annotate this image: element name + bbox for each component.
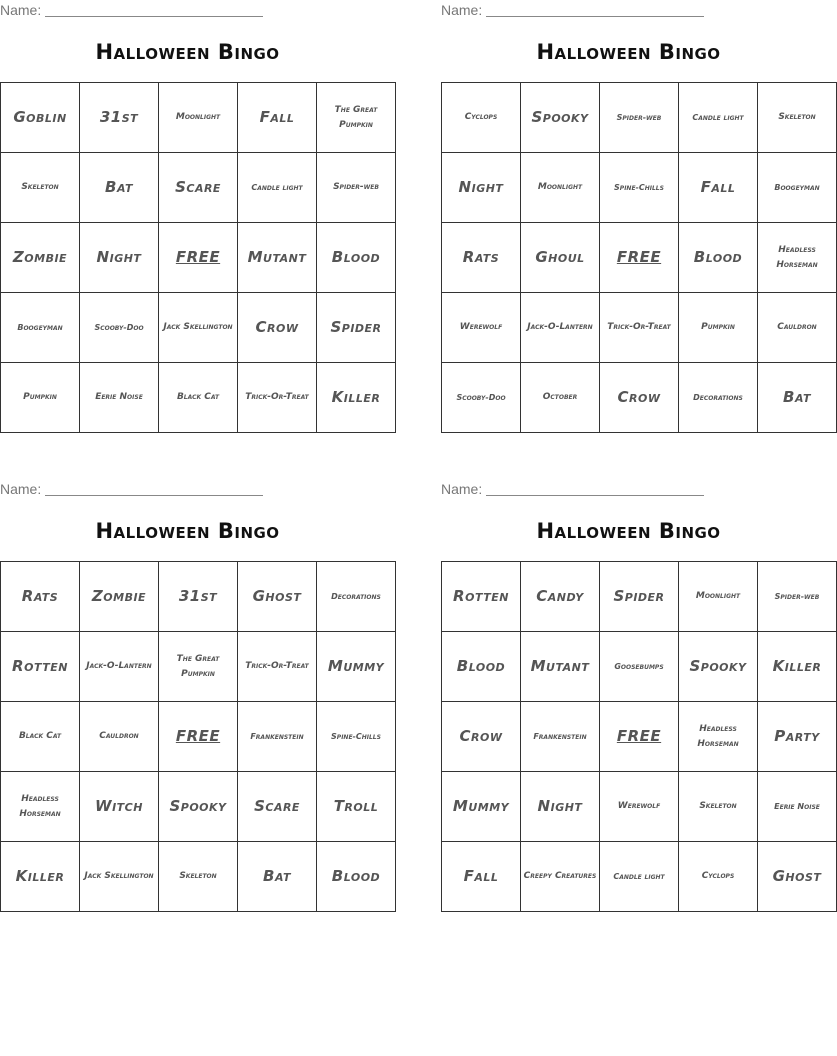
- name-underline: [486, 483, 704, 496]
- bingo-cell: Spider: [317, 293, 396, 363]
- bingo-cell: Pumpkin: [679, 293, 758, 363]
- bingo-card-1: [0, 0, 382, 440]
- bingo-cell: 31st: [80, 83, 159, 153]
- bingo-cell: Killer: [1, 842, 80, 912]
- bingo-cell: Scare: [238, 772, 317, 842]
- bingo-cell: Skeleton: [758, 83, 837, 153]
- bingo-cell: Frankenstein: [238, 702, 317, 772]
- bingo-cell: Mutant: [521, 632, 600, 702]
- bingo-cell: Rotten: [442, 562, 521, 632]
- bingo-cell: Crow: [442, 702, 521, 772]
- name-field: [441, 481, 704, 497]
- bingo-cell: Goosebumps: [600, 632, 679, 702]
- bingo-cell: Cauldron: [80, 702, 159, 772]
- bingo-grid: [441, 82, 837, 433]
- bingo-cell: Frankenstein: [521, 702, 600, 772]
- bingo-cell: Candle light: [600, 842, 679, 912]
- grid-row: [442, 562, 837, 632]
- bingo-cell: Jack Skellington: [159, 293, 238, 363]
- bingo-cell: Decorations: [679, 363, 758, 433]
- grid-row: [1, 632, 396, 702]
- bingo-cell: Cyclops: [442, 83, 521, 153]
- bingo-cell: Spooky: [159, 772, 238, 842]
- bingo-cell: Rats: [442, 223, 521, 293]
- bingo-cell: Decorations: [317, 562, 396, 632]
- bingo-cell: Scooby-Doo: [80, 293, 159, 363]
- grid-row: [442, 842, 837, 912]
- free-cell: FREE: [159, 702, 238, 772]
- bingo-cell: Fall: [442, 842, 521, 912]
- bingo-cell: Skeleton: [1, 153, 80, 223]
- bingo-cell: Trick-Or-Treat: [238, 632, 317, 702]
- bingo-cell: Boogeyman: [758, 153, 837, 223]
- grid-row: [1, 772, 396, 842]
- card-title: Halloween Bingo: [536, 519, 721, 543]
- bingo-cell: Mutant: [238, 223, 317, 293]
- grid-row: [1, 153, 396, 223]
- bingo-cell: Black Cat: [159, 363, 238, 433]
- grid-row: [442, 632, 837, 702]
- bingo-cell: Crow: [238, 293, 317, 363]
- bingo-cell: Mummy: [442, 772, 521, 842]
- bingo-cell: Pumpkin: [1, 363, 80, 433]
- bingo-cell: Blood: [679, 223, 758, 293]
- grid-row: [1, 293, 396, 363]
- card-title: Halloween Bingo: [95, 40, 280, 64]
- grid-row: [1, 562, 396, 632]
- bingo-cell: Killer: [317, 363, 396, 433]
- bingo-cell: Bat: [238, 842, 317, 912]
- bingo-cell: Ghost: [238, 562, 317, 632]
- bingo-cell: Candle light: [679, 83, 758, 153]
- bingo-cell: Black Cat: [1, 702, 80, 772]
- bingo-cell: Headless Horseman: [1, 772, 80, 842]
- grid-row: [442, 293, 837, 363]
- bingo-cell: Candle light: [238, 153, 317, 223]
- bingo-cell: The Great Pumpkin: [159, 632, 238, 702]
- bingo-cell: Skeleton: [679, 772, 758, 842]
- grid-row: [442, 223, 837, 293]
- grid-row: [442, 153, 837, 223]
- name-underline: [486, 4, 704, 17]
- bingo-cell: Party: [758, 702, 837, 772]
- bingo-grid: [0, 561, 396, 912]
- bingo-cell: Cauldron: [758, 293, 837, 363]
- free-cell: FREE: [159, 223, 238, 293]
- bingo-cell: Zombie: [80, 562, 159, 632]
- bingo-cell: Mummy: [317, 632, 396, 702]
- bingo-cell: Troll: [317, 772, 396, 842]
- name-label: Name:: [441, 481, 483, 497]
- bingo-cell: Creepy Creatures: [521, 842, 600, 912]
- grid-row: [442, 83, 837, 153]
- bingo-cell: Spooky: [679, 632, 758, 702]
- bingo-cell: Jack-O-Lantern: [521, 293, 600, 363]
- bingo-cell: Jack-O-Lantern: [80, 632, 159, 702]
- grid-row: [1, 223, 396, 293]
- bingo-cell: Night: [80, 223, 159, 293]
- bingo-cell: Moonlight: [679, 562, 758, 632]
- bingo-cell: Moonlight: [159, 83, 238, 153]
- bingo-cell: Spine-Chills: [317, 702, 396, 772]
- grid-row: [1, 702, 396, 772]
- grid-row: [1, 83, 396, 153]
- bingo-cell: Scare: [159, 153, 238, 223]
- name-field: [0, 2, 263, 18]
- bingo-cell: Moonlight: [521, 153, 600, 223]
- card-title: Halloween Bingo: [95, 519, 280, 543]
- bingo-cell: Blood: [317, 842, 396, 912]
- bingo-cell: Skeleton: [159, 842, 238, 912]
- bingo-cell: Candy: [521, 562, 600, 632]
- bingo-cell: Spider: [600, 562, 679, 632]
- free-cell: FREE: [600, 223, 679, 293]
- bingo-cell: Witch: [80, 772, 159, 842]
- bingo-cell: Headless Horseman: [679, 702, 758, 772]
- bingo-grid: [441, 561, 837, 912]
- bingo-cell: Fall: [238, 83, 317, 153]
- bingo-cell: Bat: [80, 153, 159, 223]
- bingo-cell: Werewolf: [442, 293, 521, 363]
- bingo-cell: Spider-web: [600, 83, 679, 153]
- bingo-cell: The Great Pumpkin: [317, 83, 396, 153]
- bingo-cell: Boogeyman: [1, 293, 80, 363]
- bingo-cell: Spider-web: [758, 562, 837, 632]
- bingo-grid: [0, 82, 396, 433]
- bingo-cell: Jack Skellington: [80, 842, 159, 912]
- bingo-cell: October: [521, 363, 600, 433]
- bingo-card-3: [0, 479, 385, 919]
- bingo-cell: Crow: [600, 363, 679, 433]
- bingo-cell: Night: [442, 153, 521, 223]
- grid-row: [1, 363, 396, 433]
- free-cell: FREE: [600, 702, 679, 772]
- bingo-card-4: [441, 479, 822, 919]
- bingo-cell: Killer: [758, 632, 837, 702]
- bingo-cell: Zombie: [1, 223, 80, 293]
- bingo-cell: Spider-web: [317, 153, 396, 223]
- bingo-cell: Scooby-Doo: [442, 363, 521, 433]
- bingo-cell: Ghoul: [521, 223, 600, 293]
- bingo-cell: Trick-Or-Treat: [238, 363, 317, 433]
- grid-row: [442, 363, 837, 433]
- bingo-cell: Rats: [1, 562, 80, 632]
- bingo-card-2: [441, 0, 820, 440]
- bingo-cell: Goblin: [1, 83, 80, 153]
- grid-row: [442, 772, 837, 842]
- grid-row: [1, 842, 396, 912]
- name-label: Name:: [441, 2, 483, 18]
- bingo-cell: Cyclops: [679, 842, 758, 912]
- bingo-cell: Trick-Or-Treat: [600, 293, 679, 363]
- bingo-cell: Werewolf: [600, 772, 679, 842]
- bingo-cell: Eerie Noise: [758, 772, 837, 842]
- bingo-cell: 31st: [159, 562, 238, 632]
- name-field: [441, 2, 704, 18]
- bingo-cell: Fall: [679, 153, 758, 223]
- bingo-cell: Spine-Chills: [600, 153, 679, 223]
- bingo-cell: Headless Horseman: [758, 223, 837, 293]
- bingo-cell: Blood: [317, 223, 396, 293]
- name-field: [0, 481, 263, 497]
- bingo-cell: Blood: [442, 632, 521, 702]
- name-label: Name:: [0, 2, 42, 18]
- bingo-cell: Bat: [758, 363, 837, 433]
- bingo-cell: Rotten: [1, 632, 80, 702]
- name-underline: [45, 483, 263, 496]
- bingo-cell: Spooky: [521, 83, 600, 153]
- bingo-cell: Ghost: [758, 842, 837, 912]
- name-label: Name:: [0, 481, 42, 497]
- grid-row: [442, 702, 837, 772]
- card-title: Halloween Bingo: [536, 40, 721, 64]
- bingo-cell: Night: [521, 772, 600, 842]
- bingo-cell: Eerie Noise: [80, 363, 159, 433]
- name-underline: [45, 4, 263, 17]
